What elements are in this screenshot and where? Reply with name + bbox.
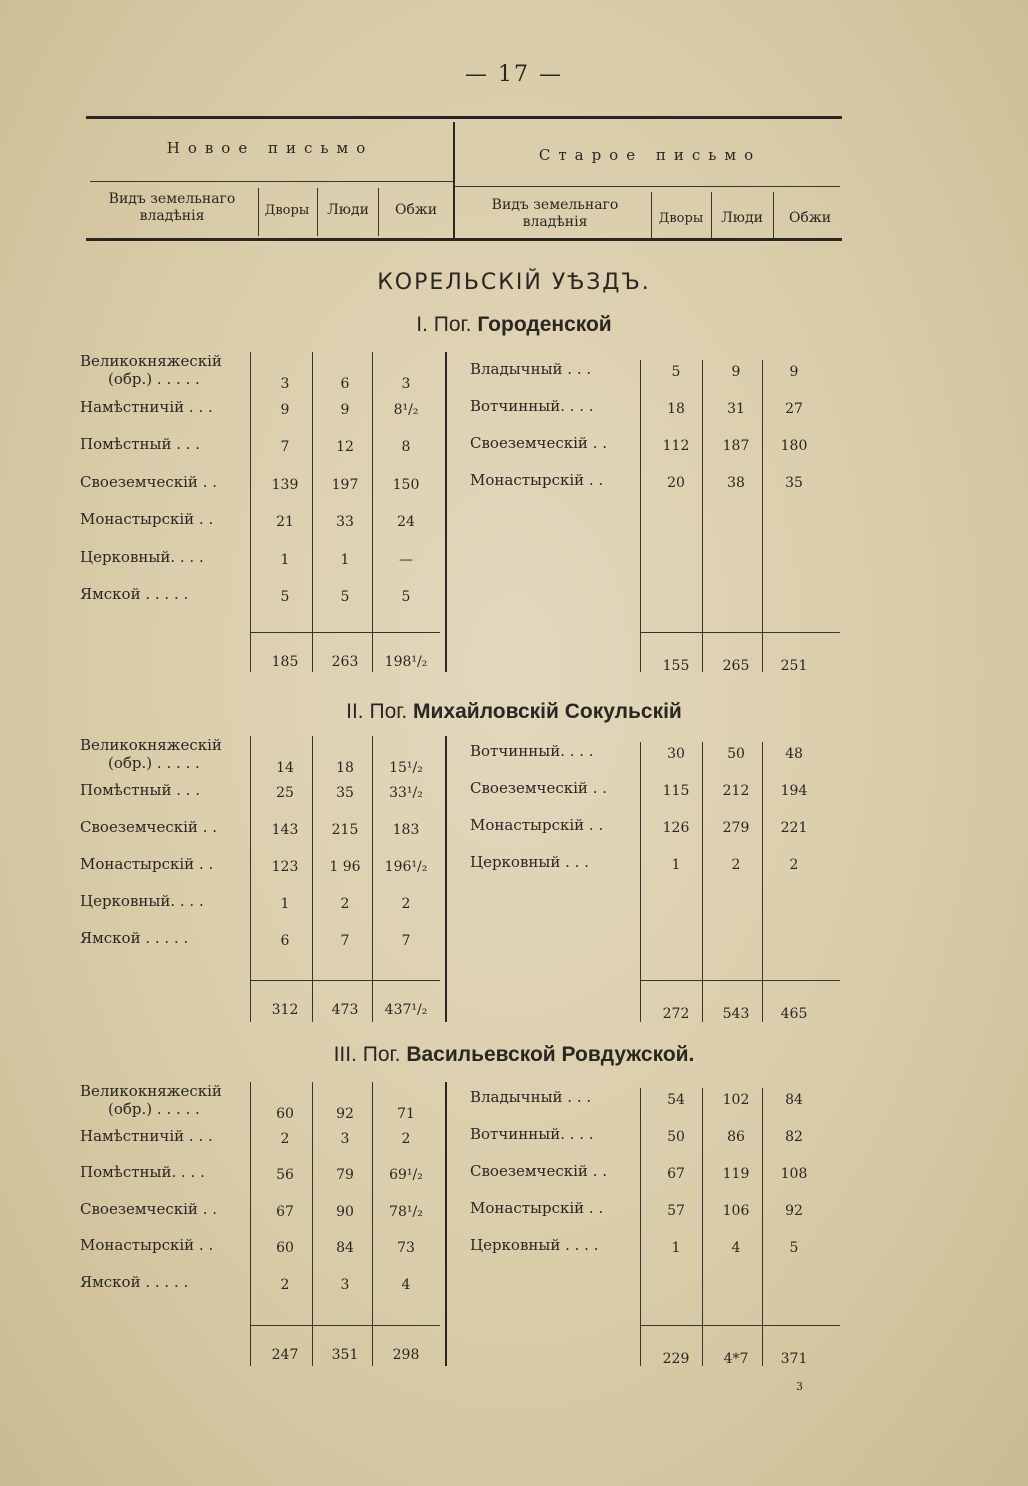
value-dvory: 60 xyxy=(276,1240,294,1256)
total-obzhi: 251 xyxy=(780,658,808,674)
value-obzhi: 2 xyxy=(401,1130,411,1147)
row-label: Владычный . . . xyxy=(470,360,592,378)
row-label: Церковный . . . . xyxy=(470,1236,599,1254)
value-obzhi: 8 xyxy=(401,439,411,455)
table-row xyxy=(80,398,450,420)
value-lyudi: 2 xyxy=(731,857,741,873)
column-separator xyxy=(250,352,251,672)
value-lyudi: 119 xyxy=(722,1166,750,1182)
value-lyudi: 9 xyxy=(340,401,350,418)
page-number: — 17 — xyxy=(465,62,563,87)
value-lyudi: 50 xyxy=(727,746,745,762)
column-separator xyxy=(312,352,313,672)
value-lyudi: 7 xyxy=(340,933,350,949)
header-col-lyudi-new: Люди xyxy=(327,202,369,218)
district-title: КОРЕЛЬСКІЙ УѢЗДЪ. xyxy=(377,270,651,295)
value-obzhi: 2 xyxy=(789,857,799,873)
value-obzhi: 5 xyxy=(789,1240,799,1256)
row-label: Монастырскій . . xyxy=(80,855,214,873)
value-obzhi: 24 xyxy=(397,514,415,530)
total-dvory: 185 xyxy=(271,654,299,670)
row-label: Помѣстный. . . . xyxy=(80,1163,205,1181)
table-row xyxy=(470,471,840,493)
value-lyudi: 106 xyxy=(722,1203,750,1219)
value-lyudi: 187 xyxy=(722,438,750,454)
value-lyudi: 12 xyxy=(336,439,354,455)
table-row xyxy=(470,742,840,764)
value-obzhi: 84 xyxy=(785,1092,803,1108)
section-title xyxy=(0,1043,1028,1067)
value-lyudi: 215 xyxy=(331,822,359,838)
value-obzhi: 2 xyxy=(401,896,411,912)
table-row xyxy=(80,1273,450,1295)
row-label: Ямской . . . . . xyxy=(80,929,189,947)
row-label: Своеземческій . . xyxy=(80,472,217,491)
row-label: Намѣстничій . . . xyxy=(80,1126,213,1145)
value-obzhi: 48 xyxy=(785,746,803,762)
value-lyudi: 212 xyxy=(722,783,750,799)
value-lyudi: 35 xyxy=(336,785,354,801)
value-dvory: 6 xyxy=(280,933,290,949)
header-top-rule xyxy=(86,116,842,119)
column-separator xyxy=(372,1082,373,1366)
row-label: (обр.) . . . . . xyxy=(108,1100,200,1118)
value-dvory: 60 xyxy=(276,1106,294,1122)
row-label: Вотчинный. . . . xyxy=(470,1125,594,1143)
total-lyudi: 351 xyxy=(331,1347,359,1363)
row-label: Монастырскій . . xyxy=(80,1236,214,1254)
value-dvory: 67 xyxy=(667,1166,685,1182)
value-dvory: 30 xyxy=(667,746,685,762)
row-label: (обр.) . . . . . xyxy=(108,370,200,388)
header-col-dvory-old: Дворы xyxy=(658,211,704,226)
value-lyudi: 2 xyxy=(340,896,350,912)
value-dvory: 123 xyxy=(271,859,299,875)
value-lyudi: 5 xyxy=(340,589,350,605)
value-obzhi: 180 xyxy=(780,438,808,454)
sum-rule xyxy=(640,632,840,633)
table-row xyxy=(80,929,450,951)
section-title-number: I. Пог. xyxy=(416,313,478,336)
total-lyudi: 265 xyxy=(722,658,750,674)
header-mid-rule-right xyxy=(455,186,840,187)
value-obzhi: 92 xyxy=(785,1203,803,1219)
row-label: Своеземческій . . xyxy=(80,818,217,836)
value-lyudi: 102 xyxy=(722,1092,750,1108)
sum-rule xyxy=(250,980,440,981)
value-lyudi: 9 xyxy=(731,364,741,380)
value-dvory: 1 xyxy=(671,1240,681,1256)
header-mid-rule-left xyxy=(90,181,453,182)
value-obzhi: 27 xyxy=(785,401,803,417)
header-col-dvory-new: Дворы xyxy=(264,203,310,218)
total-obzhi: 465 xyxy=(780,1006,808,1022)
row-label: Великокняжескій xyxy=(80,352,222,370)
value-lyudi: 1 96 xyxy=(329,859,361,875)
row-label: Церковный. . . . xyxy=(80,547,204,566)
header-col-kind-old: Видъ земельнаго владѣнія xyxy=(491,197,619,230)
total-dvory: 247 xyxy=(271,1347,299,1363)
value-dvory: 1 xyxy=(671,857,681,873)
value-lyudi: 90 xyxy=(336,1203,354,1220)
value-lyudi: 18 xyxy=(336,760,354,776)
value-dvory: 5 xyxy=(280,589,290,605)
total-obzhi: 198¹/₂ xyxy=(384,654,428,670)
value-obzhi: 3 xyxy=(401,376,411,392)
row-label: Своеземческій . . xyxy=(470,434,607,452)
value-lyudi: 38 xyxy=(727,475,745,491)
row-label: Помѣстный . . . xyxy=(80,781,201,799)
value-obzhi: — xyxy=(399,551,413,568)
value-obzhi: 7 xyxy=(401,933,411,949)
row-label: Владычный . . . xyxy=(470,1088,592,1106)
section-title-name: Васильевской Ровдужской. xyxy=(406,1043,695,1066)
table-row xyxy=(80,585,450,607)
value-lyudi: 92 xyxy=(336,1106,354,1122)
section-title-name: Михайловскій Сокульскій xyxy=(413,700,682,723)
value-obzhi: 33¹/₂ xyxy=(389,785,423,801)
value-dvory: 7 xyxy=(280,439,290,455)
value-obzhi: 183 xyxy=(392,822,420,838)
value-obzhi: 194 xyxy=(780,783,808,799)
value-dvory: 2 xyxy=(280,1130,290,1147)
table-row xyxy=(80,435,450,457)
total-lyudi: 543 xyxy=(722,1006,750,1022)
row-label: Великокняжескій xyxy=(80,736,222,754)
total-dvory: 155 xyxy=(662,658,690,674)
value-lyudi: 197 xyxy=(331,476,359,493)
total-obzhi: 298 xyxy=(392,1347,420,1363)
value-lyudi: 6 xyxy=(340,376,350,392)
row-label: Монастырскій . . xyxy=(80,510,214,528)
table-row xyxy=(80,855,450,877)
total-lyudi: 263 xyxy=(331,654,359,670)
header-sep xyxy=(258,188,259,236)
row-label: Ямской . . . . . xyxy=(80,585,189,603)
section-title-number: III. Пог. xyxy=(333,1043,407,1066)
value-obzhi: 108 xyxy=(780,1166,808,1182)
value-lyudi: 279 xyxy=(722,820,750,836)
value-obzhi: 69¹/₂ xyxy=(389,1167,423,1183)
signature-mark: 3 xyxy=(796,1380,803,1393)
section-title-number: II. Пог. xyxy=(346,700,414,723)
row-label: Монастырскій . . xyxy=(470,1199,604,1217)
row-label: Церковный. . . . xyxy=(80,892,204,910)
column-separator xyxy=(372,352,373,672)
section-title-name: Городенской xyxy=(477,313,612,336)
table-row xyxy=(470,1125,840,1147)
value-obzhi: 71 xyxy=(397,1106,415,1122)
value-lyudi: 86 xyxy=(727,1129,745,1145)
table-row xyxy=(80,1082,450,1122)
column-separator xyxy=(250,1082,251,1366)
value-lyudi: 4 xyxy=(731,1240,741,1256)
table-row xyxy=(470,853,840,875)
column-separator xyxy=(762,360,763,672)
value-lyudi: 33 xyxy=(336,514,354,530)
column-divider xyxy=(445,1082,447,1366)
value-obzhi: 221 xyxy=(780,820,808,836)
row-label: Монастырскій . . xyxy=(470,816,604,834)
value-lyudi: 3 xyxy=(340,1130,350,1147)
table-row xyxy=(80,781,450,803)
value-dvory: 139 xyxy=(271,476,299,493)
value-dvory: 21 xyxy=(276,514,294,530)
table-row xyxy=(80,892,450,914)
total-obzhi: 437¹/₂ xyxy=(384,1002,428,1018)
table-row xyxy=(470,434,840,456)
table-row xyxy=(80,352,450,392)
sum-rule xyxy=(640,1325,840,1326)
table-row xyxy=(80,1163,450,1185)
value-dvory: 54 xyxy=(667,1092,685,1108)
value-dvory: 5 xyxy=(671,364,681,380)
value-obzhi: 15¹/₂ xyxy=(389,760,423,776)
value-dvory: 143 xyxy=(271,822,299,838)
value-obzhi: 5 xyxy=(401,589,411,605)
table-row xyxy=(80,548,450,570)
table-row xyxy=(470,1236,840,1258)
value-obzhi: 35 xyxy=(785,475,803,491)
table-row xyxy=(470,397,840,419)
value-dvory: 25 xyxy=(276,785,294,801)
value-dvory: 9 xyxy=(280,401,290,418)
table-row xyxy=(80,1127,450,1149)
table-row xyxy=(470,1088,840,1110)
row-label: Намѣстничій . . . xyxy=(80,397,213,416)
row-label: Помѣстный . . . xyxy=(80,435,201,453)
header-old-letter: Старое письмо xyxy=(538,146,762,164)
value-dvory: 56 xyxy=(276,1167,294,1183)
header-sep xyxy=(711,192,712,238)
value-obzhi: 8¹/₂ xyxy=(393,401,419,418)
section-title xyxy=(0,700,1028,724)
row-label: Церковный . . . xyxy=(470,853,589,871)
row-label: Ямской . . . . . xyxy=(80,1272,189,1291)
value-obzhi: 196¹/₂ xyxy=(384,859,428,875)
sum-rule xyxy=(250,1325,440,1326)
total-dvory: 229 xyxy=(662,1351,690,1367)
table-row xyxy=(470,360,840,382)
value-lyudi: 31 xyxy=(727,401,745,417)
row-label: Монастырскій . . xyxy=(470,471,604,489)
header-new-letter: Новое письмо xyxy=(166,139,374,157)
value-dvory: 67 xyxy=(276,1203,294,1220)
header-col-lyudi-old: Люди xyxy=(721,210,763,226)
value-dvory: 112 xyxy=(662,438,690,454)
row-label: Вотчинный. . . . xyxy=(470,397,594,415)
table-row xyxy=(80,510,450,532)
row-label: Великокняжескій xyxy=(80,1082,222,1100)
table-row xyxy=(80,736,450,776)
column-separator xyxy=(312,1082,313,1366)
row-label: (обр.) . . . . . xyxy=(108,754,200,772)
value-lyudi: 1 xyxy=(340,551,350,568)
value-lyudi: 79 xyxy=(336,1167,354,1183)
value-dvory: 50 xyxy=(667,1129,685,1145)
value-obzhi: 150 xyxy=(392,476,420,493)
total-dvory: 272 xyxy=(662,1006,690,1022)
table-row xyxy=(470,779,840,801)
total-obzhi: 371 xyxy=(780,1351,808,1367)
table-row xyxy=(80,473,450,495)
row-label: Вотчинный. . . . xyxy=(470,742,594,760)
table-row xyxy=(470,1162,840,1184)
column-separator xyxy=(702,360,703,672)
header-sep xyxy=(378,188,379,236)
column-divider xyxy=(445,736,447,1022)
header-sep xyxy=(651,192,652,238)
header-divider xyxy=(453,122,455,240)
row-label: Своеземческій . . xyxy=(470,779,607,797)
value-dvory: 20 xyxy=(667,475,685,491)
section-title xyxy=(0,313,1028,337)
value-obzhi: 9 xyxy=(789,364,799,380)
header-bottom-rule xyxy=(86,238,842,241)
table-row xyxy=(470,1199,840,1221)
table-row xyxy=(80,1236,450,1258)
table-row xyxy=(80,1200,450,1222)
header-sep xyxy=(317,188,318,236)
value-dvory: 1 xyxy=(280,551,290,568)
value-dvory: 3 xyxy=(280,376,290,392)
value-obzhi: 82 xyxy=(785,1129,803,1145)
total-lyudi: 473 xyxy=(331,1002,359,1018)
row-label: Своеземческій . . xyxy=(80,1199,217,1218)
total-dvory: 312 xyxy=(271,1002,299,1018)
sum-rule xyxy=(250,632,440,633)
total-lyudi: 4*7 xyxy=(723,1351,749,1367)
value-dvory: 18 xyxy=(667,401,685,417)
value-lyudi: 84 xyxy=(336,1240,354,1256)
value-dvory: 57 xyxy=(667,1203,685,1219)
header-sep xyxy=(773,192,774,238)
value-dvory: 14 xyxy=(276,760,294,776)
value-obzhi: 78¹/₂ xyxy=(389,1203,423,1220)
value-dvory: 1 xyxy=(280,896,290,912)
table-row xyxy=(80,818,450,840)
value-dvory: 126 xyxy=(662,820,690,836)
column-separator xyxy=(640,360,641,672)
value-obzhi: 73 xyxy=(397,1240,415,1256)
header-col-obzhi-new: Обжи xyxy=(394,202,438,218)
sum-rule xyxy=(640,980,840,981)
header-col-obzhi-old: Обжи xyxy=(788,210,832,226)
value-obzhi: 4 xyxy=(401,1276,411,1293)
value-dvory: 115 xyxy=(662,783,690,799)
header-col-kind-new: Видъ земельнаго владѣнія xyxy=(108,191,236,224)
row-label: Своеземческій . . xyxy=(470,1162,607,1180)
value-dvory: 2 xyxy=(280,1276,290,1293)
table-row xyxy=(470,816,840,838)
value-lyudi: 3 xyxy=(340,1276,350,1293)
